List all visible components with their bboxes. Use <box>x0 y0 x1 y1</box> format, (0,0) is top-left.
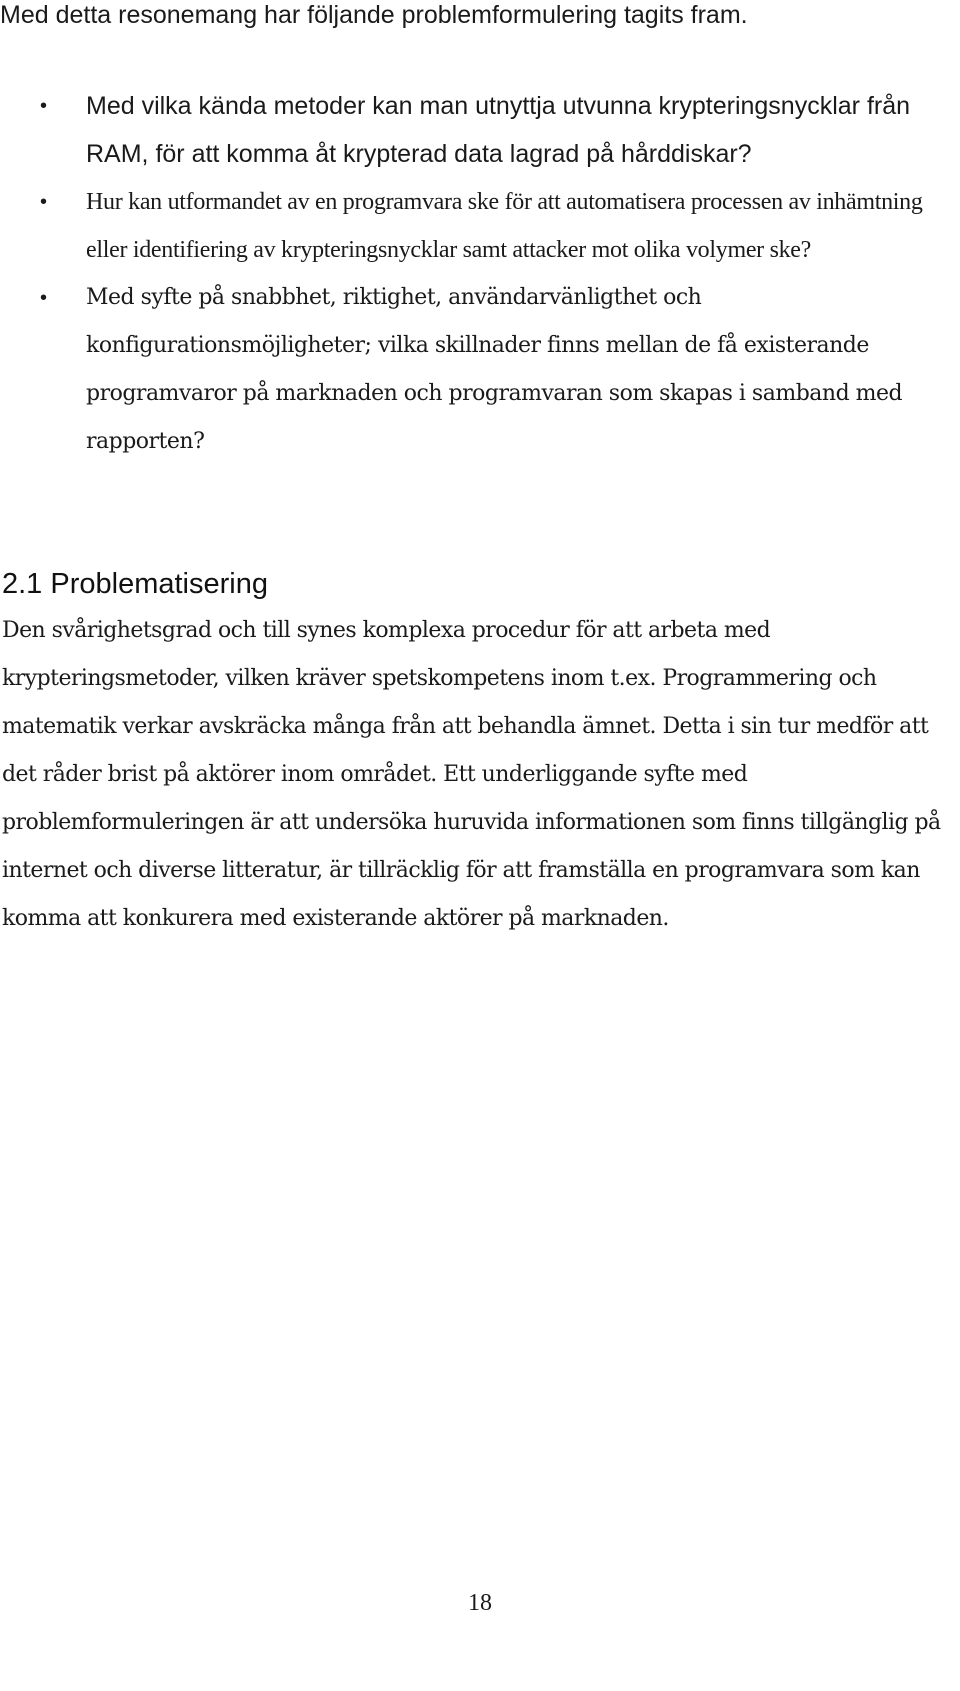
question-text: Hur kan utformandet av en programvara ske för att automatisera processen av inhämtning eller identifiering av krypteringsnycklar samt attacker mot olika volymer ske? <box>86 189 923 263</box>
bullet-icon: • <box>40 191 47 213</box>
list-item <box>0 178 960 274</box>
section-paragraph: Den svårighetsgrad och till synes komplexa procedur för att arbeta med krypteringsmetoder, vilken kräver spetskompetens inom t.ex. Programmering och matematik verkar avskräcka många från att behandla ämnet. Detta i sin tur medför att det råder brist på aktörer inom området. Ett underliggande syfte med problemformuleringen är att undersöka huruvida informationen som finns tillgänglig på internet och diverse litteratur, är tillräcklig för att framställa en programvara som kan komma att konkurera med existerande aktörer på marknaden. <box>2 618 941 931</box>
question-list <box>0 82 960 466</box>
bullet-icon: • <box>40 287 47 309</box>
page-number: 18 <box>468 1590 492 1616</box>
bullet-icon: • <box>40 95 48 117</box>
intro-text: Med detta resonemang har följande problemformulering tagits fram. <box>0 1 748 29</box>
list-item <box>0 274 960 466</box>
section-heading: 2.1 Problematisering <box>2 568 268 600</box>
question-text: Med syfte på snabbhet, riktighet, användarvänligthet och konfigurationsmöjligheter; vilka skillnader finns mellan de få existerande programvaror på marknaden och programvaran som skapas i samband med rapporten? <box>86 285 903 454</box>
question-text: Med vilka kända metoder kan man utnyttja utvunna krypteringsnycklar från RAM, för att komma åt krypterad data lagrad på hårddiskar? <box>86 92 911 168</box>
list-item <box>0 82 960 178</box>
